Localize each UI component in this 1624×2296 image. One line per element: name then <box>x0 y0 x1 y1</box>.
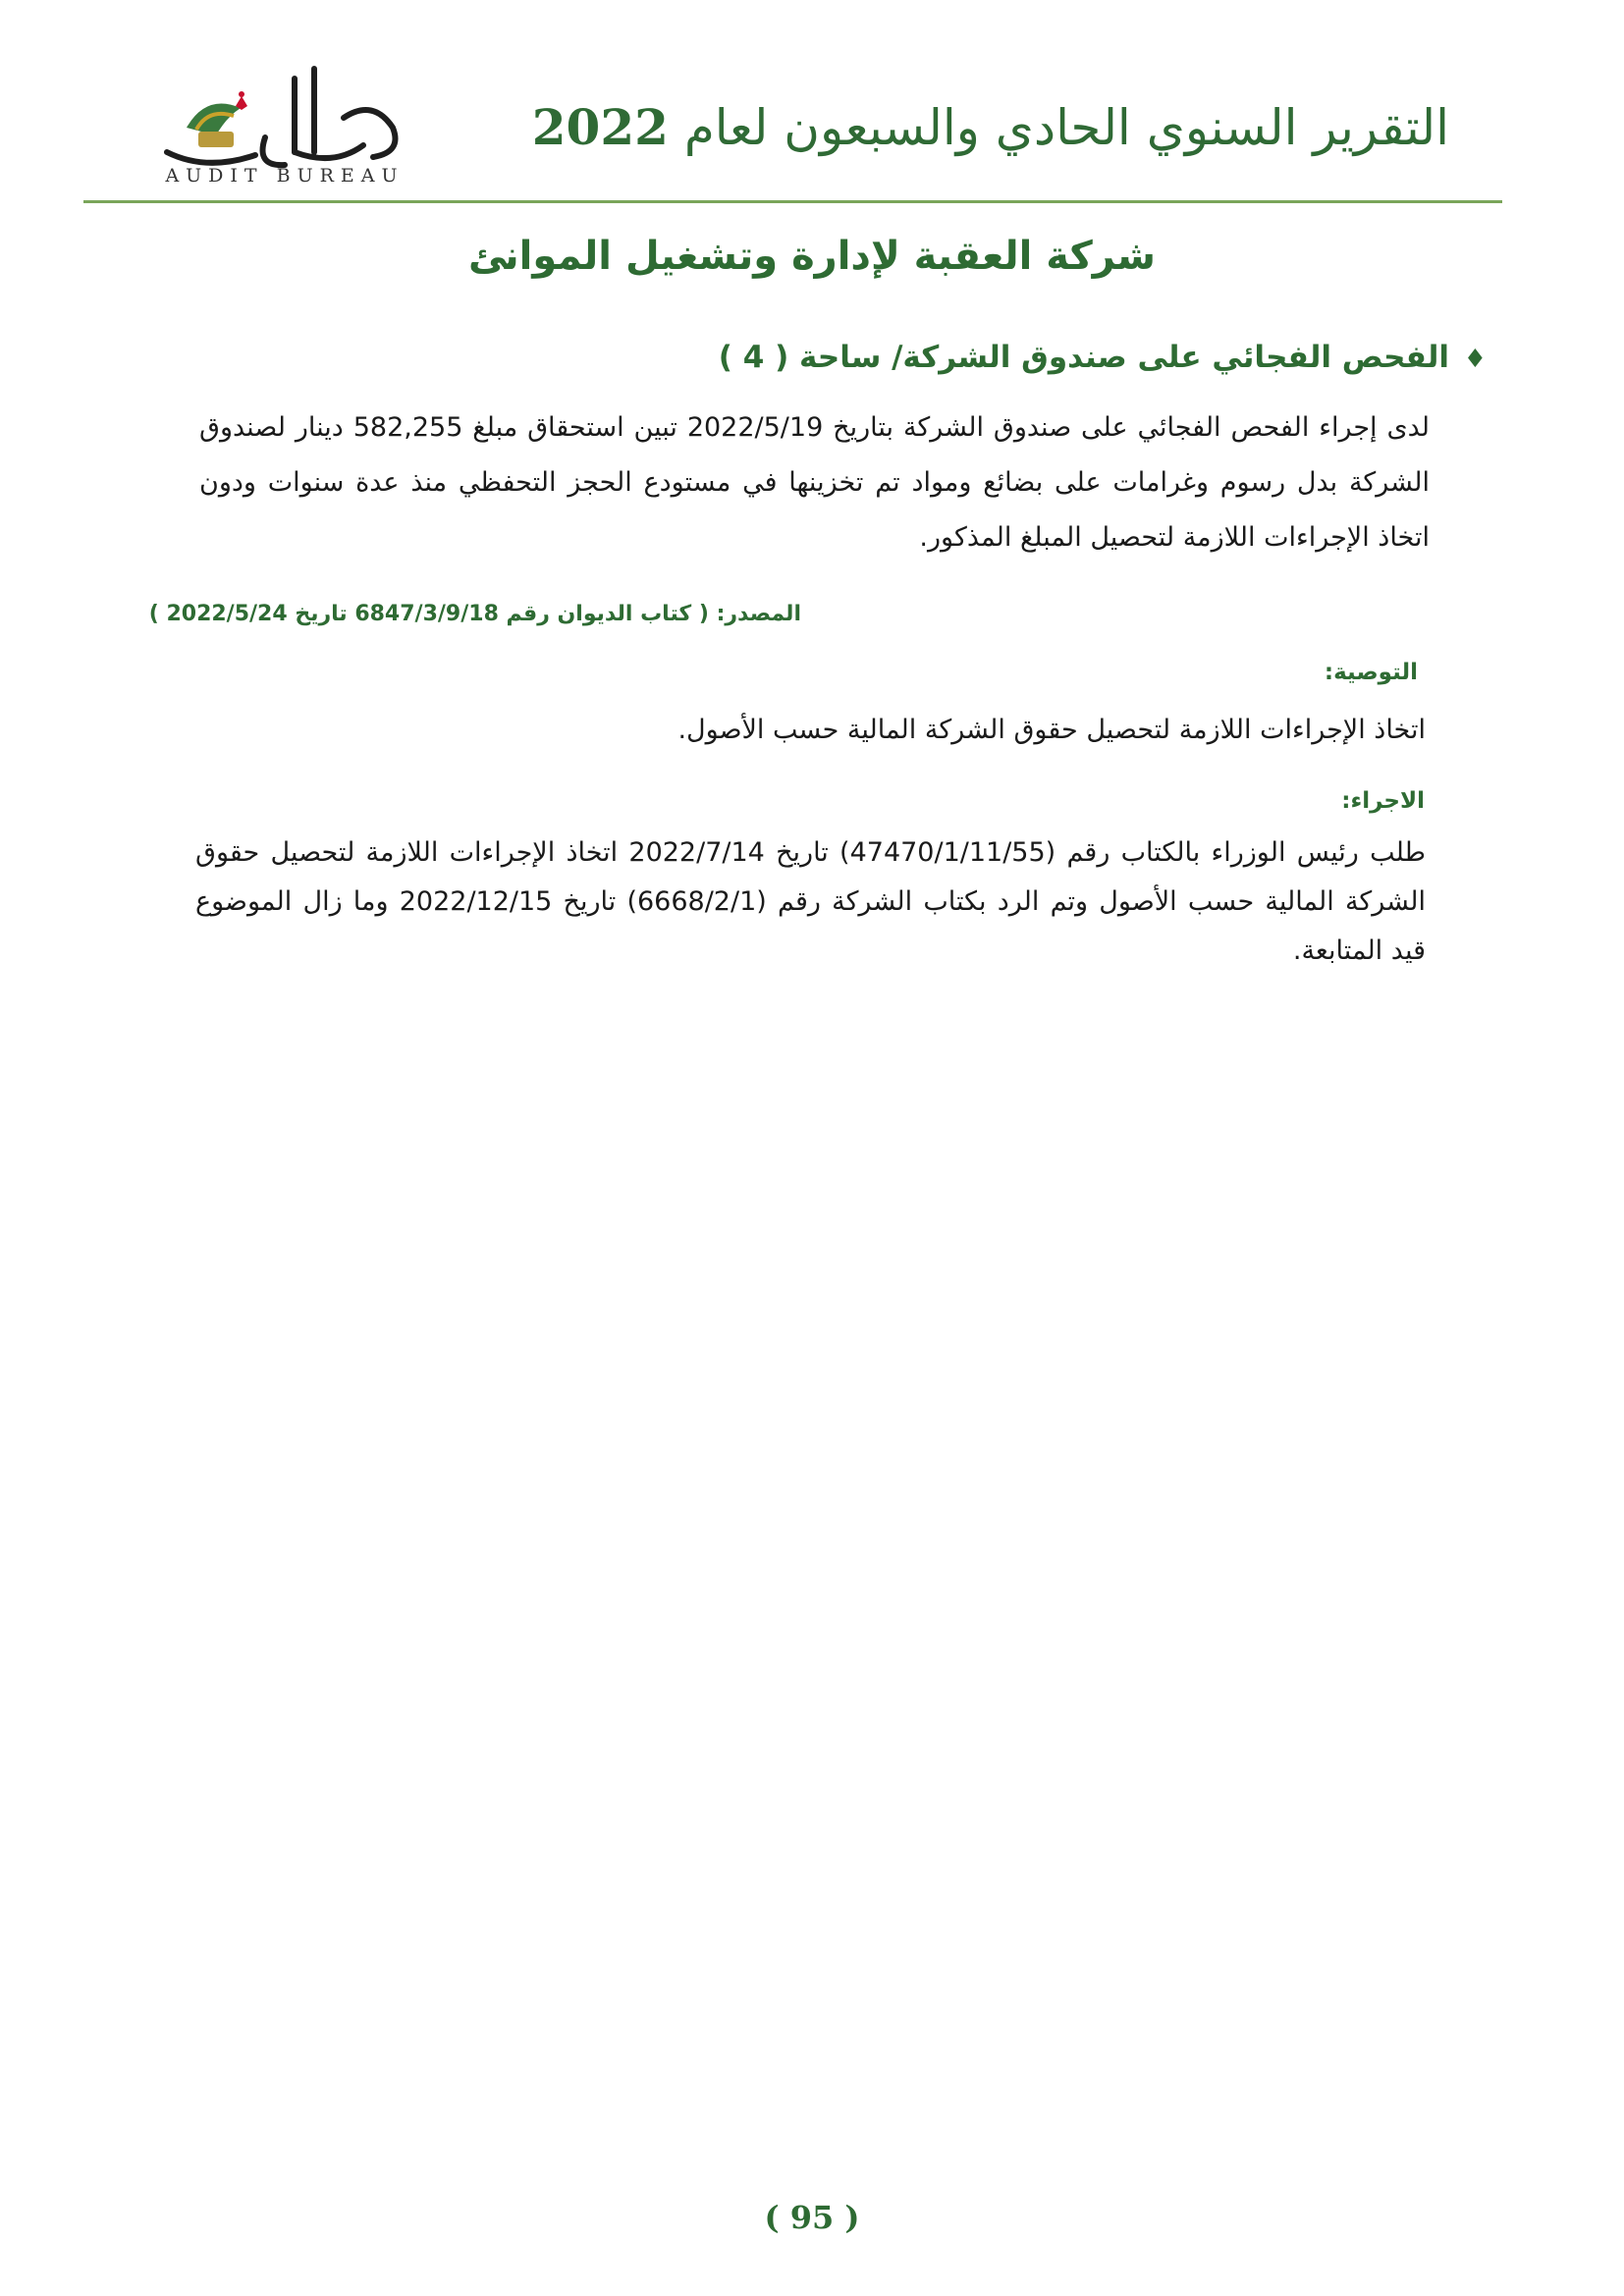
recommendation-text: اتخاذ الإجراءات اللازمة لتحصيل حقوق الشركة المالية حسب الأصول. <box>677 715 1426 745</box>
header-divider <box>83 200 1502 203</box>
emblem-icon <box>187 91 247 147</box>
page-title: شركة العقبة لإدارة وتشغيل الموانئ <box>468 234 1156 279</box>
finding-paragraph: لدى إجراء الفحص الفجائي على صندوق الشركة بتاريخ 2022/5/19 تبين استحقاق مبلغ 582,255 دينار لصندوق الشركة بدل رسوم وغرامات على بضائع ومواد تم تخزينها في مستودع الحجز التحفظي منذ عدة سنوات ودون اتخاذ الإجراءات اللازمة لتحصيل المبلغ المذكور. <box>199 412 1430 553</box>
page-number: ( 95 ) <box>764 2199 860 2236</box>
action-text: طلب رئيس الوزراء بالكتاب رقم (47470/1/11/55) تاريخ 2022/7/14 اتخاذ الإجراءات اللازمة لتحصيل حقوق الشركة المالية حسب الأصول وتم الرد بكتاب الشركة رقم (6668/2/1) تاريخ 2022/12/15 وما زال الموضوع قيد المتابعة. <box>195 837 1427 966</box>
recommendation-label: التوصية: <box>1324 660 1418 685</box>
report-header-text: التقرير السنوي الحادي والسبعون لعام <box>683 99 1449 156</box>
source-reference: المصدر: ( كتاب الديوان رقم 6847/3/9/18 تاريخ 2022/5/24 ) <box>148 602 801 626</box>
report-header-year: 2022 <box>531 98 669 156</box>
report-header-title <box>532 98 1449 156</box>
diamond-bullet-icon: ♦ <box>1463 345 1487 374</box>
section-heading: الفحص الفجائي على صندوق الشركة/ ساحة ( 4 ) <box>718 340 1449 375</box>
action-label: الاجراء: <box>1341 788 1425 814</box>
logo-caption: AUDIT BUREAU <box>165 165 405 187</box>
